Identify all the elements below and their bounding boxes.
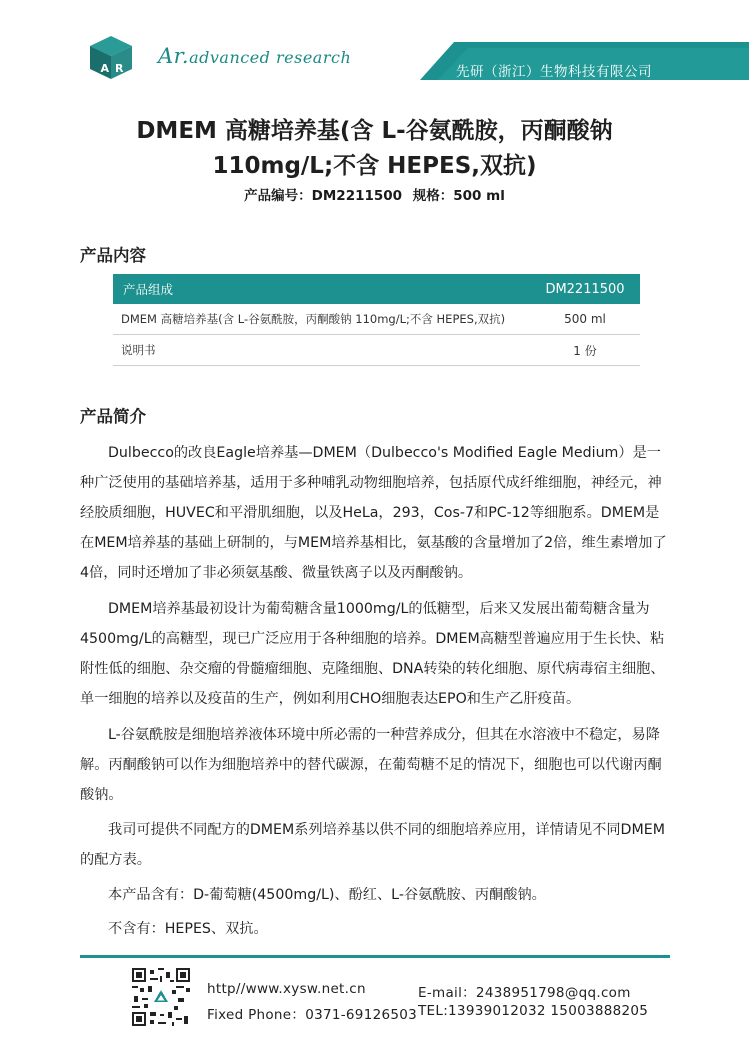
footer-website: http//www.xysw.net.cn [207, 981, 366, 997]
logo-cube-icon [88, 34, 134, 80]
svg-text:A: A [100, 62, 110, 75]
contents-table [113, 274, 640, 366]
footer-fixed-phone: Fixed Phone：0371-69126503 [207, 1007, 418, 1023]
intro-paragraph: DMEM培养基最初设计为葡萄糖含量1000mg/L的低糖型，后来又发展出葡萄糖含量为4500mg/L的高糖型，现已广泛应用于各种细胞的培养。DMEM高糖型普遍应用于生长快、粘附性低的细胞、杂交瘤的骨髓瘤细胞、克隆细胞、DNA转染的转化细胞、原代病毒宿主细胞、单一细胞的培养以及疫苗的生产，例如利用CHO细胞表达EPO和生产乙肝疫苗。 [80, 601, 665, 707]
section-heading-intro: 产品简介 [80, 407, 146, 426]
page-title-line1: DMEM 高糖培养基(含 L-谷氨酰胺，丙酮酸钠 [136, 118, 613, 144]
product-size: 规格：500 ml [412, 188, 505, 204]
intro-paragraph: 我司可提供不同配方的DMEM系列培养基以供不同的细胞培养应用，详情请见不同DMEM的配方表。 [80, 822, 665, 868]
page-header [0, 0, 749, 100]
brand-name [158, 44, 351, 68]
contains-note: 本产品含有：D-葡萄糖(4500mg/L)、酚红、L-谷氨酰胺、丙酮酸钠。 [108, 887, 546, 903]
table-row [113, 304, 640, 335]
brand-main: Ar. [158, 44, 190, 68]
table-row [113, 335, 640, 366]
brand-sub: advanced research [189, 48, 352, 67]
table-cell: 500 ml [564, 312, 606, 326]
table-header-cell: DM2211500 [545, 281, 625, 297]
table-header-cell: 产品组成 [123, 282, 174, 297]
footer-divider [80, 955, 670, 958]
table-header [113, 274, 640, 304]
qr-code-icon [132, 968, 190, 1026]
product-spec [0, 184, 749, 204]
section-heading-contents: 产品内容 [80, 246, 146, 265]
intro-paragraph: L-谷氨酰胺是细胞培养液体环境中所必需的一种营养成分，但其在水溶液中不稳定，易降解。丙酮酸钠可以作为细胞培养中的替代碳源，在葡萄糖不足的情况下，细胞也可以代谢丙酮酸钠。 [80, 727, 662, 803]
intro-paragraph: Dulbecco的改良Eagle培养基—DMEM（Dulbecco's Modified Eagle Medium）是一种广泛使用的基础培养基，适用于多种哺乳动物细胞培养，包括原代成纤维细胞，神经元，神经胶质细胞，HUVEC和平滑肌细胞，以及HeLa，293，Cos-7和PC-12等细胞系。DMEM是在MEM培养基的基础上研制的，与MEM培养基相比，氨基酸的含量增加了2倍，维生素增加了4倍，同时还增加了非必须氨基酸、微量铁离子以及丙酮酸钠。 [80, 445, 667, 581]
product-code: 产品编号：DM2211500 [244, 188, 403, 204]
company-name: 先研（浙江）生物科技有限公司 [456, 64, 652, 80]
table-cell: DMEM 高糖培养基(含 L-谷氨酰胺，丙酮酸钠 110mg/L;不含 HEPES,双抗) [121, 312, 506, 326]
page-title-line2: 110mg/L;不含 HEPES,双抗) [212, 153, 537, 179]
footer-email: E-mail：2438951798@qq.com [418, 985, 631, 1001]
excludes-note: 不含有：HEPES、双抗。 [108, 921, 268, 937]
table-cell: 说明书 [121, 343, 156, 357]
footer-tel: TEL:13939012032 15003888205 [418, 1003, 649, 1019]
table-cell: 1 份 [573, 343, 597, 358]
svg-text:R: R [115, 62, 124, 75]
